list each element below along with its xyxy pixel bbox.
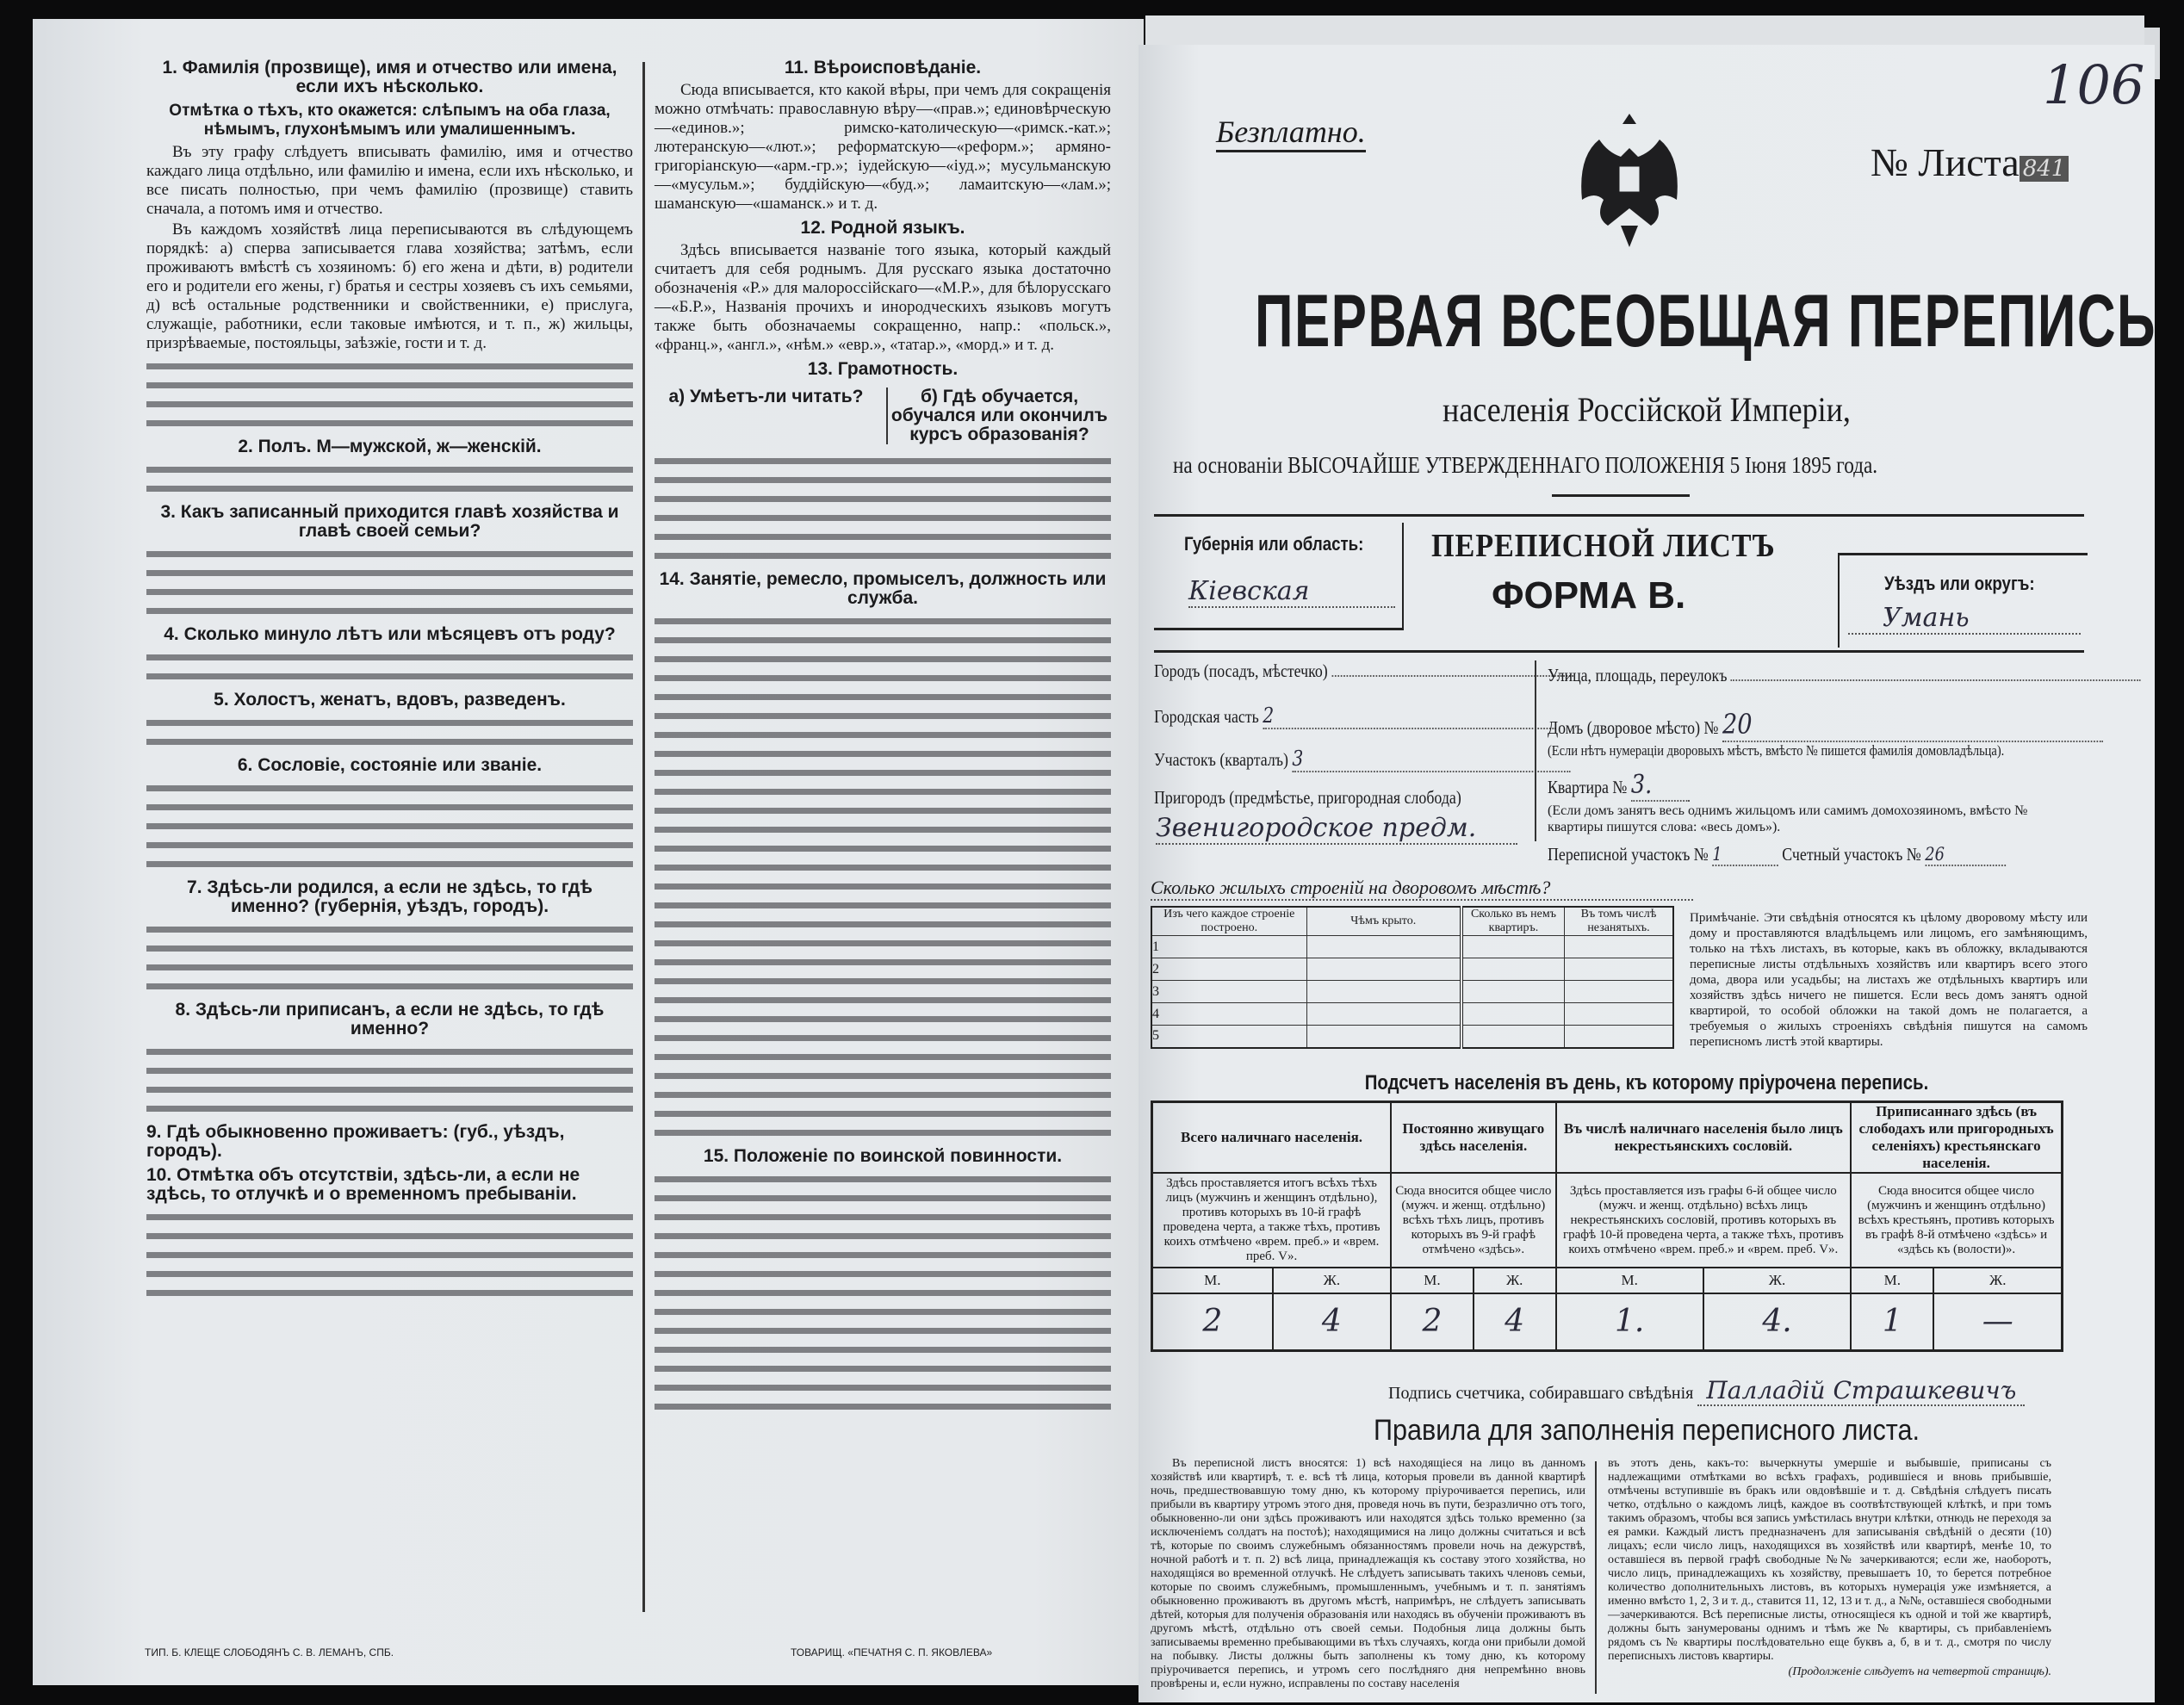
enumerator-signature-line [1388, 1376, 2025, 1404]
section-heading: 5. Холостъ, женатъ, вдовъ, разведенъ. [214, 690, 566, 710]
house-field[interactable] [1548, 708, 2103, 742]
column-header: Сколько въ немъ квартиръ. [1461, 907, 1564, 936]
street-value [1731, 679, 2141, 681]
suburb-value[interactable]: Звенигородское предм. [1156, 813, 1517, 845]
city-field[interactable] [1154, 660, 1573, 682]
apartment-value: 3. [1631, 770, 1690, 802]
population-count-title: Подсчетъ населенія въ день, къ которому пріурочена перепись. [1364, 1071, 1929, 1094]
cell[interactable] [1564, 1026, 1673, 1048]
male-count[interactable]: 2 [1391, 1293, 1474, 1350]
city-part-value: 2 [1263, 704, 1555, 729]
city-part-label: Городская часть [1154, 706, 1259, 727]
section-heading: 8. Здѣсь-ли приписанъ, а если не здѣсь, то гдѣ именно? [175, 1000, 605, 1038]
male-header: М. [1851, 1268, 1933, 1293]
buildings-note: Примѣчаніе. Эти свѣдѣнія относятся къ цѣлому дворовому мѣсту или дому и проставляются владѣльцемъ или лицомъ, его замѣняющимъ, только на тѣхъ листахъ, въ которые, какъ въ обложку, вкладываются переписные листы отдѣльныхъ хозяйствъ или квартиръ всего этого дома, двора или усадьбы; на листахъ же отдѣльныхъ квартиръ или хозяйствъ здѣсь ничего не пишется. Если весь домъ занятъ одной квартирой, то особой обложки на такой домъ не полагается, а требуемыя о жилыхъ строеніяхъ свѣдѣнія пишутся на самомъ переписномъ листѣ этой квартиры. [1690, 911, 2088, 1049]
document-title: ПЕРВАЯ ВСЕОБЩАЯ ПЕРЕПИСЬ [1255, 280, 2156, 363]
house-note: (Если нѣтъ нумераціи дворовыхъ мѣстъ, вмѣсто № пишется фамилія домовладѣльца). [1548, 742, 2005, 759]
rules-title: Правила для заполненія переписного листа. [1374, 1414, 1920, 1447]
paragraph: Въ эту графу слѣдуетъ вписывать фамилію, имя и отчество каждаго лица отдѣльно, или фамилію и имена, если ихъ нѣсколько, и все писать полностью, при чемъ фамилію (прозвище) ставить сначала, а потомъ имя и отчество. [146, 143, 633, 218]
cell[interactable] [1306, 958, 1461, 981]
table-row [1151, 1003, 1673, 1026]
male-header: М. [1391, 1268, 1474, 1293]
column-header: Постоянно живущаго здѣсь населенія. [1391, 1102, 1556, 1174]
cell[interactable] [1564, 981, 1673, 1003]
printer-imprint: ТОВАРИЩ. «ПЕЧАТНЯ С. П. ЯКОВЛЕВА» [791, 1646, 993, 1658]
house-label: Домъ (дворовое мѣсто) № [1548, 717, 1719, 738]
form-name: ФОРМА В. [1492, 574, 1686, 617]
text-block [146, 648, 633, 685]
city-value [1331, 675, 1573, 677]
row-number: 1 [1151, 936, 1306, 958]
column-header: Изъ чего каждое строеніе построено. [1151, 907, 1306, 936]
female-count[interactable]: 4 [1273, 1293, 1391, 1350]
divider [1552, 494, 1690, 497]
cell[interactable] [1306, 981, 1461, 1003]
male-count[interactable]: 1 [1851, 1293, 1933, 1350]
sheet-number-label: № Листа [1871, 140, 2020, 184]
female-header: Ж. [1933, 1268, 2062, 1293]
street-field[interactable] [1548, 665, 2141, 686]
text-block [146, 356, 633, 432]
rules-column-2-text: въ этотъ день, какъ-то: вычеркнуты умершіе и выбывшіе, приписаны съ надлежащими отмѣтками во всѣхъ графахъ, родившіеся и вновь прибывшіе, отмѣчены вступившіе въ бракъ или овдовѣвшіе и т. д. Свѣдѣнія слѣдуетъ писать четко, отдѣльно о каждомъ лицѣ, каждое въ соотвѣтствующей клѣткѣ, и при томъ такимъ образомъ, чтобы вся запись умѣстилась внутри клѣтки, отнюдь не переходя за ея рамки. Каждый листъ предназначенъ для записыванія свѣдѣній о десяти (10) лицахъ; если число лицъ, находящихся въ хозяйствѣ или квартирѣ, менѣе 10, то оставшіеся въ первой графѣ свободные №№ зачеркиваются; если же, наоборотъ, число лицъ, принадлежащихъ къ хозяйству, превышаетъ 10, то берется потребное количество дополнительныхъ листовъ, въ которыхъ нумерація уже измѣняется, а именно вмѣсто 1, 2, 3 и т. д., ставится 11, 12, 13 и т. д., а №№, оставшіеся свободными—зачеркиваются. Всѣ переписные листы, относящіеся къ одной и той же квартирѣ, должны быть занумерованы однимъ и тѣмъ же № квартиры, съ прибавленіемъ рядомъ съ № квартиры послѣдовательно еще буквъ а, б, в и т. д., смотря по числу переписныхъ листовъ квартиры. [1608, 1457, 2051, 1663]
paragraph: Здѣсь вписывается названіе того языка, который каждый считаетъ для себя роднымъ. Для русскаго языка достаточно обозначенія «Р.» для малороссійскаго—«М.Р.», для бѣлорусскаго—«Б.Р.», Названія прочихъ и инородческихъ языковъ могутъ также быть обозначаемы сокращенно, напр.: «польск.», «франц.», «англ.», «нѣм.» «евр.», «татар.», «морд.» и т. д. [655, 241, 1111, 354]
female-count[interactable]: 4 [1474, 1293, 1556, 1350]
cell[interactable] [1461, 1003, 1564, 1026]
right-page-census-form [1139, 45, 2155, 1702]
continued-note: (Продолженіе слѣдуетъ на четвертой страницѣ). [1788, 1665, 2051, 1678]
female-header: Ж. [1474, 1268, 1556, 1293]
street-label: Улица, площадь, переулокъ [1548, 665, 1728, 685]
column-divider [1535, 660, 1536, 841]
male-count[interactable]: 2 [1152, 1293, 1273, 1350]
document-subtitle: населенія Россійской Имперіи, [1443, 390, 1851, 429]
literacy-subheads [655, 382, 1111, 448]
cell[interactable] [1461, 1026, 1564, 1048]
description-row [1152, 1173, 2063, 1268]
section-heading: 13. Грамотность. [807, 359, 959, 379]
enumerator-signature[interactable]: Палладій Страшкевичъ [1697, 1376, 2025, 1406]
city-part-field[interactable] [1154, 704, 1555, 729]
buildings-table [1151, 906, 1674, 1049]
section-heading: 3. Какъ записанный приходится главѣ хозяйства и главѣ своей семьи? [160, 502, 619, 541]
instructions-column-2 [655, 53, 1111, 1419]
apartment-note: (Если домъ занятъ весь однимъ жильцомъ или самимъ домохозяиномъ, вмѣсто № квартиры пишутся слова: «весь домъ»). [1548, 803, 2028, 834]
table-header-row [1152, 1102, 2063, 1174]
city-label: Городъ (посадъ, мѣстечко) [1154, 660, 1328, 681]
precinct-value: 3 [1292, 747, 1570, 772]
district-box [1838, 553, 2088, 648]
divider [1154, 514, 2084, 517]
text-block [146, 1042, 633, 1118]
province-label: Губернія или область: [1184, 533, 1364, 555]
district-value[interactable]: Умань [1848, 603, 2081, 635]
cell[interactable] [1306, 1026, 1461, 1048]
cell[interactable] [1564, 1003, 1673, 1026]
sex-header-row [1152, 1268, 2063, 1293]
row-number: 4 [1151, 1003, 1306, 1026]
form-title: ПЕРЕПИСНОЙ ЛИСТЪ [1431, 528, 1776, 564]
cell[interactable] [1461, 936, 1564, 958]
section-heading: 14. Занятіе, ремесло, промыселъ, должность или служба. [659, 569, 1107, 608]
apartment-label: Квартира № [1548, 777, 1628, 797]
section-heading: 7. Здѣсь-ли родился, а если не здѣсь, то гдѣ именно? (губернія, уѣздъ, городъ). [187, 877, 593, 916]
paragraph: Въ каждомъ хозяйствѣ лица переписываются въ слѣдующемъ порядкѣ: а) сперва записывается глава хозяйства; затѣмъ, если проживаютъ вмѣстѣ съ хозяиномъ: б) его жена и дѣти, в) родители его и родители его жены, г) братья и сестры хозяевъ съ ихъ семьями, д) всѣ остальные родственники и свойственники, е) прислуга, служащіе, работники, если таковые имѣются, и т. п., ж) жильцы, призрѣваемые, постояльцы, заѣзжіе, гости и т. д. [146, 220, 633, 352]
sheet-number-value: 841 [2020, 156, 2069, 182]
census-area-value: 1 [1712, 844, 1778, 866]
cell[interactable] [1306, 936, 1461, 958]
handwritten-page-number: 106 [2043, 53, 2145, 116]
cell[interactable] [1564, 936, 1673, 958]
count-values-row [1152, 1293, 2063, 1350]
column-divider [642, 62, 645, 1612]
left-page-instructions [33, 19, 1144, 1685]
column-description: Сюда вносится общее число (мужч. и женщ. отдѣльно) всѣхъ тѣхъ лицъ, противъ которыхъ въ 9-й графѣ отмѣчено «здѣсь». [1391, 1173, 1556, 1268]
row-number: 5 [1151, 1026, 1306, 1048]
text-block [146, 1207, 633, 1302]
section-heading: 1. Фамилія (прозвище), имя и отчество или имена, если ихъ нѣсколько. [162, 58, 617, 96]
section-heading: 6. Сословіе, состояніе или званіе. [237, 755, 543, 775]
district-label: Уѣздъ или округъ: [1884, 573, 2035, 594]
female-count[interactable]: 4. [1703, 1293, 1851, 1350]
sheet-number [1871, 140, 2069, 185]
section-subheading: Отмѣтка о тѣхъ, кто окажется: слѣпымъ на оба глаза, нѣмымъ, глухонѣмымъ или умалишеннымъ. [169, 102, 611, 139]
section-heading: 11. Вѣроисповѣданіе. [784, 58, 982, 78]
section-heading: 10. Отмѣтка объ отсутствіи, здѣсь-ли, а если не здѣсь, то отлучкѣ и о временномъ пребываніи. [146, 1165, 580, 1204]
rules-column-1: Въ переписной листъ вносятся: 1) всѣ находящіеся на лицо въ данномъ хозяйствѣ или квартирѣ, т. е. всѣ тѣ лица, которыя провели въ данной квартирѣ ночь, предшествовавшую тому дню, къ которому пріурочивается перепись, или прибыли въ квартиру утромъ этого дня, проведя ночь въ пути, безразлично отъ того, обыкновенно-ли они здѣсь проживаютъ или находятся здѣсь только временно (за исключеніемъ солдатъ на постоѣ); находящимися на лицо должны считаться и всѣ тѣ, которые по своимъ служебнымъ обязанностямъ провели ночь на дежурствѣ, ночной работѣ и т. п. 2) всѣ лица, принадлежащія къ составу этого хозяйства, но находящіяся во временной отлучкѣ. Не слѣдуетъ записывать такихъ членовъ семьи, которые по своимъ служебнымъ, промышленнымъ, учебнымъ и т. п. занятіямъ обыкновенно проживаютъ въ другомъ мѣстѣ, напримѣръ, не слѣдуетъ записывать дѣтей, которыя для полученія образованія или находясь въ обученіи проживаютъ въ другомъ мѣстѣ, отдѣльно отъ своей семьи. Подобныя лица должны быть записываемы временно пребывающими въ тѣхъ случаяхъ, когда они прибыли домой на побывку. Листы должны быть заполнены къ тому дню, къ которому пріурочивается перепись, и утромъ сего послѣдняго дня непремѣнно вновь провѣрены и, если нужно, исправлены по составу населенія [1151, 1457, 1585, 1690]
column-header: Чѣмъ крыто. [1306, 907, 1461, 936]
census-area-label: Переписной участокъ № [1548, 844, 1709, 865]
double-headed-eagle-icon [1573, 105, 1685, 251]
text-block [146, 460, 633, 498]
male-count[interactable]: 1. [1556, 1293, 1703, 1350]
text-block [146, 713, 633, 751]
house-value: 20 [1722, 708, 2103, 742]
signature-label: Подпись счетчика, собиравшаго свѣдѣнія [1388, 1384, 1694, 1403]
paragraph: Сюда вписывается, кто какой вѣры, при чемъ для сокращенія можно отмѣчать: православную вѣру—«прав.»; единовѣрческую—«единов.»; римско-католическую—«римск.-кат.»; лютеранскую—«лют.»; реформатскую—«реформ.»; армяно-григоріанскую—«арм.-гр.»; іудейскую—«іуд.»; мусульманскую—«мусульм.»; буддійскую—«буд.»; ламаитскую—«лам.»; шаманскую—«шаманск.» и т. д. [655, 81, 1111, 213]
row-number: 3 [1151, 981, 1306, 1003]
count-area-label: Счетный участокъ № [1782, 844, 1921, 865]
instructions-column-1 [146, 53, 633, 1305]
census-area-field[interactable] [1548, 844, 2006, 866]
section-subheading: б) Гдѣ обучается, обучался или окончилъ курсъ образованія? [886, 388, 1111, 444]
table-row [1151, 981, 1673, 1003]
count-area-value: 26 [1925, 844, 2006, 866]
table-header-row [1151, 907, 1673, 936]
column-header: Въ томъ числѣ незанятыхъ. [1564, 907, 1673, 936]
text-block [146, 544, 633, 620]
male-header: М. [1556, 1268, 1703, 1293]
cell[interactable] [1461, 981, 1564, 1003]
column-description: Здѣсь проставляется изъ графы 6-й общее число (мужч. и женщ. отдѣльно) всѣхъ лицъ некрестьянскихъ сословій, противъ которыхъ въ графѣ 10-й проведена черта, а также тѣхъ, противъ коихъ отмѣчено «врем. преб.» и «врем. преб. V». [1556, 1173, 1852, 1268]
column-header: Въ числѣ наличнаго населенія было лицъ некрестьянскихъ сословій. [1556, 1102, 1852, 1174]
section-heading: 15. Положеніе по воинской повинности. [703, 1146, 1063, 1166]
province-value[interactable]: Кіевская [1188, 576, 1395, 608]
column-header: Всего наличнаго населенія. [1152, 1102, 1392, 1174]
section-heading: 12. Родной языкъ. [800, 218, 965, 238]
female-header: Ж. [1703, 1268, 1851, 1293]
section-heading: 9. Гдѣ обыкновенно проживаетъ: (губ., уѣздъ, городъ). [146, 1122, 565, 1161]
precinct-field[interactable] [1154, 747, 1570, 772]
free-label: Безплатно. [1216, 114, 1366, 152]
text-block [655, 451, 1111, 565]
section-subheading: а) Умѣетъ-ли читать? [668, 387, 864, 406]
table-row [1151, 958, 1673, 981]
text-block [655, 1169, 1111, 1416]
buildings-question: Сколько жилыхъ строеній на дворовомъ мѣстѣ? [1151, 877, 1693, 901]
cell[interactable] [1306, 1003, 1461, 1026]
table-row [1151, 936, 1673, 958]
suburb-field-label: Пригородъ (предмѣстье, пригородная слобода) [1154, 787, 1461, 808]
text-block [146, 920, 633, 995]
column-header: Приписаннаго здѣсь (въ слободахъ или пригородныхъ селеніяхъ) крестьянскаго населенія. [1851, 1102, 2062, 1174]
column-divider [1595, 1461, 1597, 1694]
cell[interactable] [1564, 958, 1673, 981]
section-heading: 4. Сколько минуло лѣтъ или мѣсяцевъ отъ роду? [164, 624, 616, 644]
apartment-field[interactable] [1548, 770, 1690, 802]
printer-imprint: ТИП. Б. КЛЕЩЕ СЛОБОДЯНЪ С. В. ЛЕМАНЪ, СПБ. [145, 1646, 394, 1658]
female-header: Ж. [1273, 1268, 1391, 1293]
text-block [655, 611, 1111, 1142]
cell[interactable] [1461, 958, 1564, 981]
column-description: Сюда вносится общее число (мужчинъ и женщинъ отдѣльно) всѣхъ крестьянъ, противъ которыхъ въ графѣ 8-й отмѣчено «здѣсь» и «здѣсь къ (волости)». [1851, 1173, 2062, 1268]
row-number: 2 [1151, 958, 1306, 981]
section-heading: 2. Полъ. М—мужской, ж—женскій. [238, 437, 542, 456]
legal-basis: на основаніи ВЫСОЧАЙШЕ УТВЕРЖДЕННАГО ПОЛОЖЕНІЯ 5 Іюня 1895 года. [1173, 452, 1878, 478]
male-header: М. [1152, 1268, 1273, 1293]
population-count-table [1151, 1100, 2063, 1352]
table-row [1151, 1026, 1673, 1048]
divider [1154, 650, 2084, 653]
text-block [146, 778, 633, 873]
precinct-label: Участокъ (кварталъ) [1154, 749, 1288, 770]
province-box [1154, 523, 1404, 630]
rules-column-2 [1608, 1457, 2051, 1679]
female-count[interactable]: — [1933, 1293, 2062, 1350]
column-description: Здѣсь проставляется итогъ всѣхъ тѣхъ лицъ (мужчинъ и женщинъ отдѣльно), противъ которыхъ въ 10-й графѣ проведена черта, а также тѣхъ, противъ коихъ отмѣчено «врем. преб.» и «врем. преб. V». [1152, 1173, 1392, 1268]
